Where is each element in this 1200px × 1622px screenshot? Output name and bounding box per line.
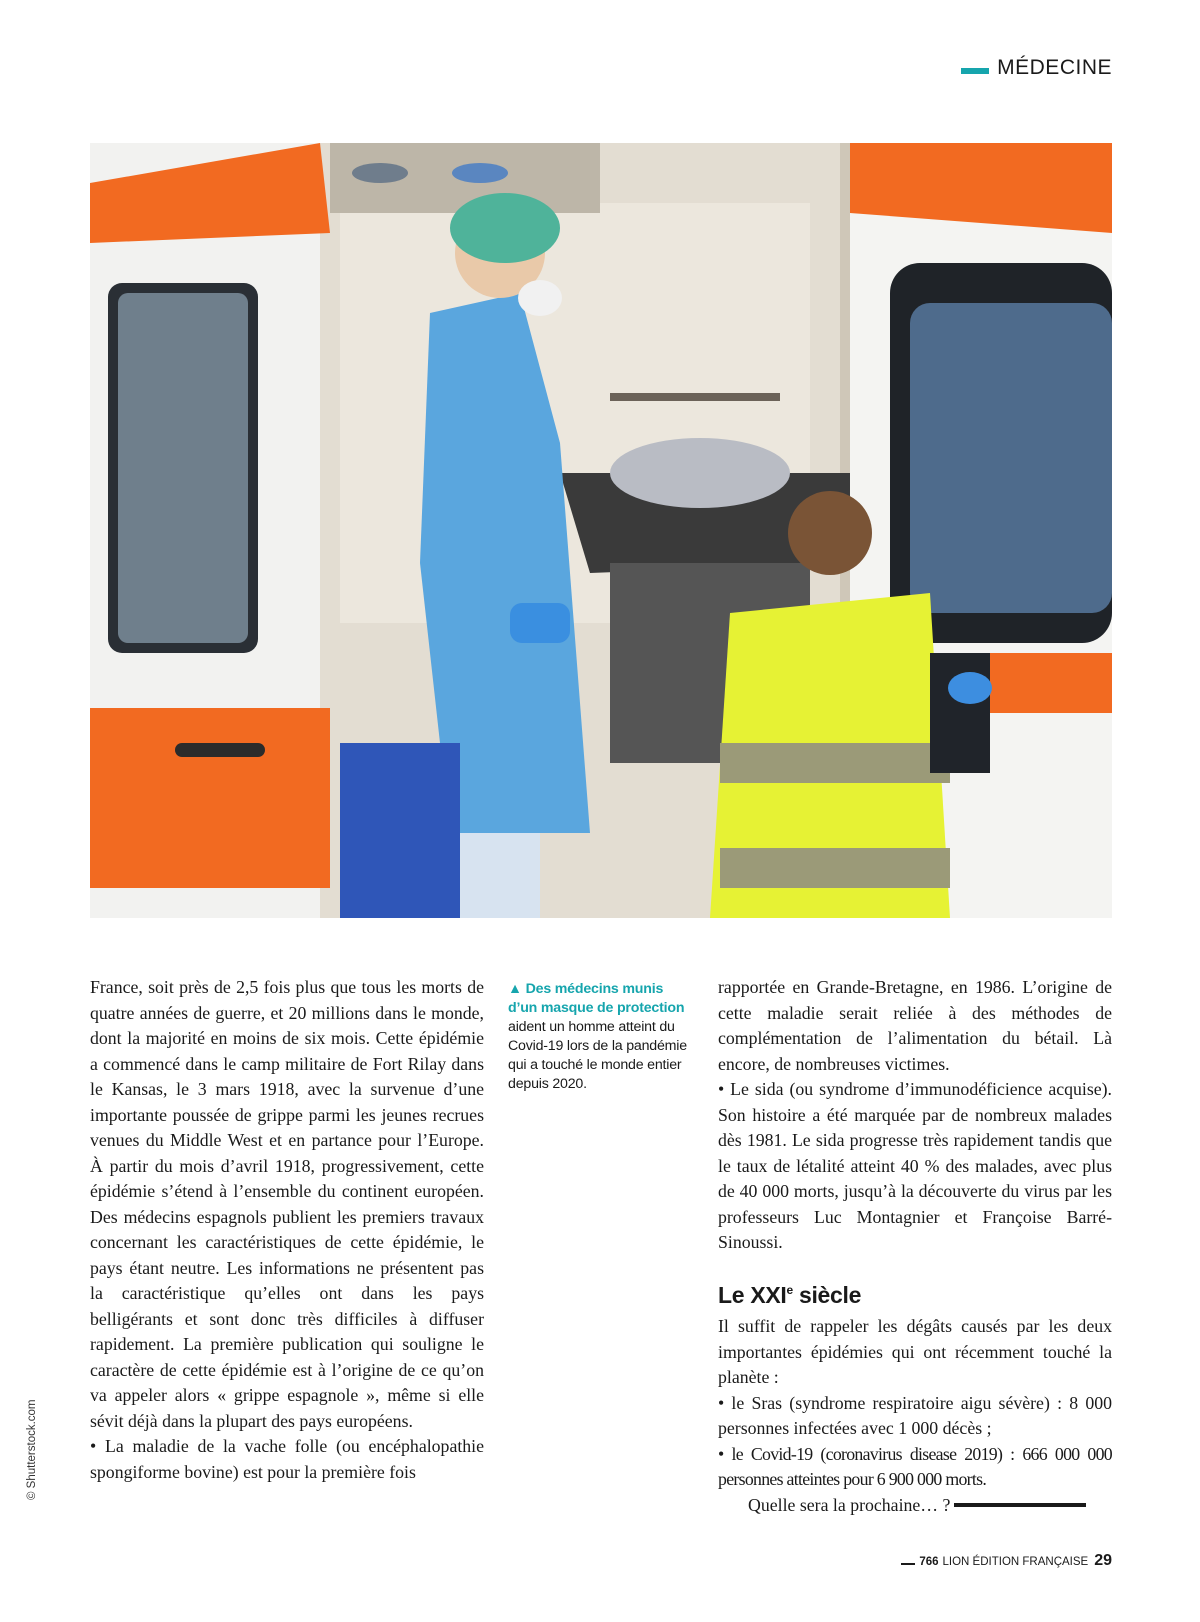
article-column-left (90, 975, 484, 1485)
caption-text: aident un homme atteint du Covid-19 lors de la pandémie qui a touché le monde entier depuis 2020. (508, 1019, 687, 1092)
article-photo (90, 143, 1112, 918)
page-footer (901, 1552, 1112, 1570)
article-column-right (718, 975, 1112, 1518)
footer-dash (901, 1563, 915, 1565)
body-paragraph: • le Covid-19 (coronavirus disease 2019) : 666 000 000 personnes atteintes pour 6 900 000 morts. (718, 1443, 1112, 1489)
photo-credit: © Shutterstock.com (26, 1399, 38, 1500)
section-title: MÉDECINE (997, 56, 1112, 79)
section-subhead (718, 1278, 1112, 1309)
closing-text: Quelle sera la prochaine… ? (748, 1494, 951, 1515)
magazine-name: LION ÉDITION FRANÇAISE (942, 1556, 1089, 1568)
subhead-text: Le XXI (718, 1281, 787, 1308)
body-paragraph: • le Sras (syndrome respiratoire aigu sévère) : 8 000 personnes infectées avec 1 000 décès ; (718, 1392, 1112, 1438)
body-paragraph: France, soit près de 2,5 fois plus que tous les morts de quatre années de guerre, et 20 millions dans le monde, dont la majorité en moins de six mois. Cette épidémie a commencé dans le camp militaire de Fort Rilay dans le Kansas, le 3 mars 1918, avec la survenue d’une importante poussée de grippe parmi les jeunes recrues venues du Middle West et en partance pour l’Europe. À partir du mois d’avril 1918, progressivement, cette épidémie s’étend à l’ensemble du continent européen. Des médecins espagnols publient les premiers travaux concernant les caractéristiques de cette épidémie, le pays étant neutre. Les informations ne présentent pas la caractéristique qu’elles ont dans les pays belligérants et sont donc très difficiles à diffuser rapidement. La première publication qui souligne le caractère de cette épidémie est à l’origine de ce qu’on va appeler alors « grippe espagnole », même si elle sévit déjà dans la plupart des pays européens. (90, 977, 484, 1431)
closing-line (718, 1493, 1112, 1519)
body-paragraph: • Le sida (ou syndrome d’immunodéficience acquise). Son histoire a été marquée par de nombreux malades dès 1981. Le sida progresse très rapidement tandis que le taux de létalité atteint 40 % des malades, avec plus de 40 000 morts, jusqu’à la découverte du virus par les professeurs Luc Montagnier et Françoise Barré-Sinoussi. (718, 1079, 1112, 1252)
body-paragraph: rapportée en Grande-Bretagne, en 1986. L’origine de cette maladie serait reliée à des méthodes de complémentation de l’alimentation du bétail. Là encore, de nombreuses victimes. (718, 977, 1112, 1074)
subhead-sup: e (786, 1282, 793, 1297)
subhead-text-end: siècle (792, 1281, 862, 1308)
photo-caption (508, 980, 693, 1094)
end-mark (954, 1503, 1086, 1507)
caption-lead: Des médecins munis d’un masque de protection (508, 981, 685, 1016)
issue-number: 766 (919, 1556, 939, 1568)
section-tag (961, 56, 1112, 80)
page-number: 29 (1094, 1552, 1112, 1569)
caption-arrow: ▲ (508, 981, 522, 997)
body-paragraph: • La maladie de la vache folle (ou encéphalopathie spongiforme bovine) est pour la première fois (90, 1436, 484, 1482)
section-accent-bar (961, 68, 989, 74)
body-paragraph: Il suffit de rappeler les dégâts causés par les deux importantes épidémies qui ont récemment touché la planète : (718, 1316, 1112, 1387)
